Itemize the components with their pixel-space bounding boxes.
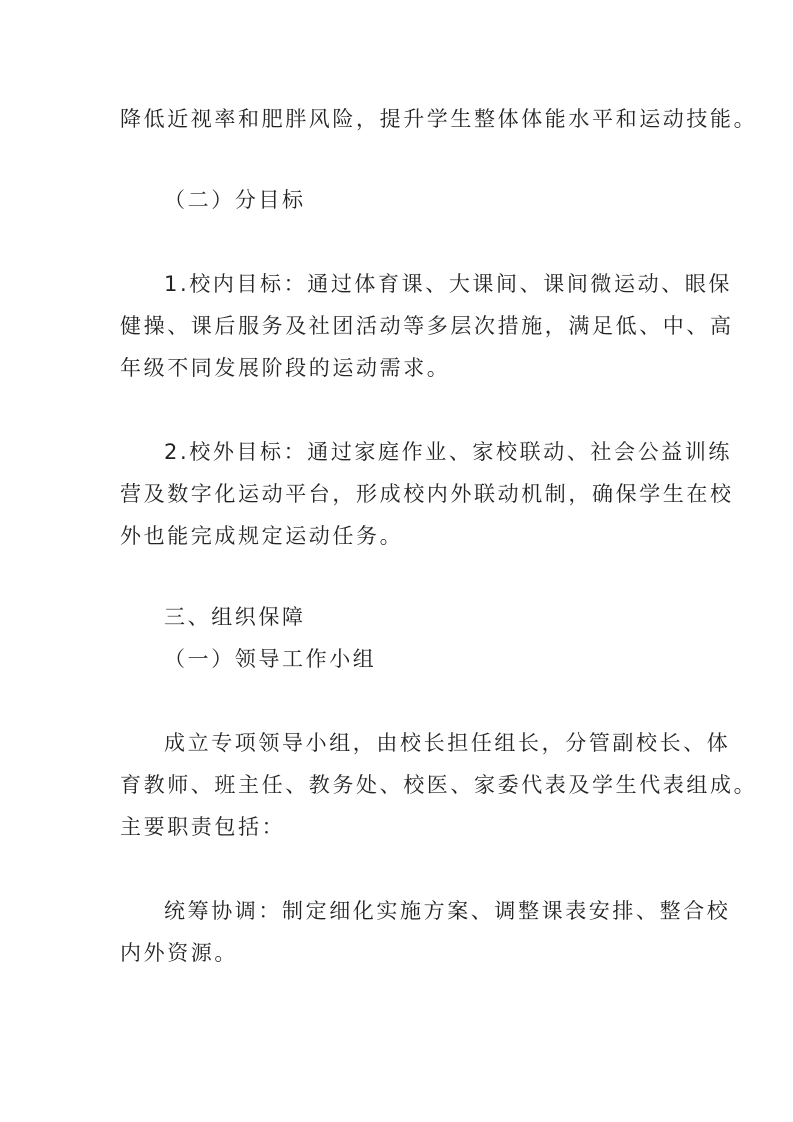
item1-line3: 年级不同发展阶段的运动需求。 [120,356,451,380]
item2-line2: 营及数字化运动平台，形成校内外联动机制，确保学生在校 [120,482,734,506]
item2-line1: 2.校外目标：通过家庭作业、家校联动、社会公益训练 [164,440,733,464]
para-line3: 主要职责包括： [120,815,286,839]
para-line2: 育教师、班主任、教务处、校医、家委代表及学生代表组成。 [120,773,758,797]
duty-line1: 统筹协调：制定细化实施方案、调整课表安排、整合校 [164,899,731,923]
duty-line2: 内外资源。 [120,941,238,965]
para-line1: 成立专项领导小组，由校长担任组长，分管副校长、体 [164,731,731,755]
section-heading-organization: 三、组织保障 [164,605,306,629]
item1-line1: 1.校内目标：通过体育课、大课间、课间微运动、眼保 [164,272,733,296]
item1-line2: 健操、课后服务及社团活动等多层次措施，满足低、中、高 [120,314,734,338]
item2-line3: 外也能完成规定运动任务。 [120,524,404,548]
sub-heading-leadership: （一）领导工作小组 [164,647,377,671]
intro-tail-line: 降低近视率和肥胖风险，提升学生整体体能水平和运动技能。 [120,107,758,131]
sub-heading-goals: （二）分目标 [164,188,306,212]
